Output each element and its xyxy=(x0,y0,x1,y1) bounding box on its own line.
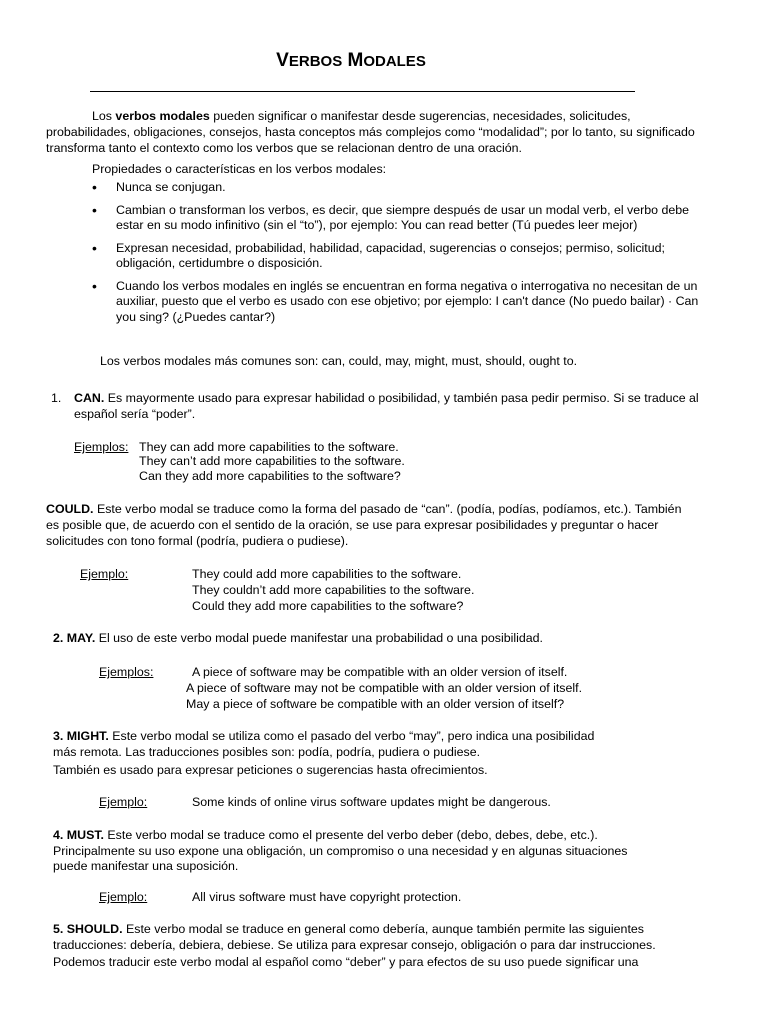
intro-bold-term: verbos modales xyxy=(115,109,210,123)
property-item xyxy=(92,279,732,326)
can-examples-label: Ejemplos: xyxy=(74,440,129,454)
might-line-1 xyxy=(53,729,668,745)
property-line: • Expresan necesidad, probabilidad, habilidad, capacidad, sugerencias o consejos; permiso, solicitud; xyxy=(116,240,665,255)
must-examples-label: Ejemplo: xyxy=(99,890,148,904)
must-line-2: Principalmente su uso expone una obligación, un compromiso o una necesidad y en algunas situaciones xyxy=(53,844,628,858)
title-rule xyxy=(90,91,635,92)
should-line-3: Podemos traducir este verbo modal al español como “deber” y para efectos de su uso puede significar una xyxy=(53,955,639,969)
may-example-2: A piece of software may not be compatible with an older version of itself. xyxy=(186,681,583,695)
may-example-3: May a piece of software be compatible with an older version of itself? xyxy=(186,697,565,711)
property-line: • Cambian o transforman los verbos, es decir, que siempre después de usar un modal verb, el verbo debe xyxy=(116,202,690,217)
should-term: SHOULD. xyxy=(66,922,123,936)
may-number: 2. xyxy=(53,631,64,645)
might-examples-label: Ejemplo: xyxy=(99,795,148,809)
must-number: 4. xyxy=(53,828,64,842)
may-line-1 xyxy=(53,631,543,647)
can-term: CAN. xyxy=(74,391,105,405)
can-number: 1. xyxy=(51,391,62,405)
might-line-1-text: Este verbo modal se utiliza como el pasado del verbo “may”, pero indica una posibilidad xyxy=(108,729,595,743)
may-line-1-text: El uso de este verbo modal puede manifestar una probabilidad o una posibilidad. xyxy=(95,631,544,645)
intro-lead: Los xyxy=(92,109,116,123)
may-term: MAY. xyxy=(66,631,96,645)
property-item xyxy=(92,203,732,234)
should-number: 5. xyxy=(53,922,64,936)
property-item xyxy=(92,241,732,272)
might-example: Some kinds of online virus software updates might be dangerous. xyxy=(192,795,551,809)
could-line-1 xyxy=(46,502,681,518)
intro-line-3: transforma tanto el contexto como los verbos que se relacionan dentro de una oración. xyxy=(46,141,522,155)
properties-heading: Propiedades o características en los verbos modales: xyxy=(92,162,387,176)
property-line: you sing? (¿Puedes cantar?) xyxy=(116,309,276,324)
could-example-3: Could they add more capabilities to the software? xyxy=(192,599,464,613)
property-line: • Nunca se conjugan. xyxy=(116,180,226,194)
intro-line-1 xyxy=(92,109,631,125)
must-line-3: puede manifestar una suposición. xyxy=(53,859,239,873)
property-item xyxy=(92,180,732,196)
must-line-1-text: Este verbo modal se traduce como el presente del verbo deber (debo, debes, debe, etc.). xyxy=(103,828,598,842)
could-example-1: They could add more capabilities to the software. xyxy=(192,567,462,581)
title-rest-1: ERBOS xyxy=(288,53,343,70)
could-line-2: es posible que, de acuerdo con el sentido de la oración, se use para expresar posibilidades y preguntar o hacer xyxy=(46,518,659,532)
could-line-1-text: Este verbo modal se traduce como la forma del pasado de “can”. (podía, podías, podíamos, etc.). También xyxy=(93,502,682,516)
property-line: obligación, certidumbre o disposición. xyxy=(116,256,323,270)
title-rest-2: ODALES xyxy=(363,53,426,70)
property-line: auxiliar, puesto que el verbo es usado con ese objetivo; por ejemplo: I can't dance (No puedo bailar) · Can xyxy=(116,294,699,308)
can-example-1: They can add more capabilities to the software. xyxy=(139,440,399,454)
may-examples-label: Ejemplos: xyxy=(99,665,154,679)
must-example: All virus software must have copyright protection. xyxy=(192,890,462,904)
must-line-1 xyxy=(53,828,668,844)
can-line-2: español sería “poder”. xyxy=(74,407,196,421)
might-number: 3. xyxy=(53,729,64,743)
could-example-2: They couldn’t add more capabilities to the software. xyxy=(192,583,475,597)
could-line-3: solicitudes con tono formal (podría, pudiera o pudiese). xyxy=(46,534,349,548)
can-example-3: Can they add more capabilities to the software? xyxy=(139,469,401,483)
page-title xyxy=(0,49,702,74)
can-line-1-text: Es mayormente usado para expresar habilidad o posibilidad, y también pasa pedir permiso. Si se traduce al xyxy=(104,391,699,405)
common-modals: Los verbos modales más comunes son: can, could, may, might, must, should, ought to. xyxy=(100,354,578,368)
might-term: MIGHT. xyxy=(66,729,109,743)
property-line: • Cuando los verbos modales en inglés se encuentran en forma negativa o interrogativa no necesitan de un xyxy=(116,278,698,293)
property-line: estar en su modo infinitivo (sin el “to”), por ejemplo: You can read better (Tú puedes leer mejor) xyxy=(116,218,638,232)
properties-list xyxy=(92,180,732,333)
should-line-1-text: Este verbo modal se traduce en general como debería, aunque también permite las siguientes xyxy=(122,922,644,936)
must-term: MUST. xyxy=(66,828,104,842)
title-initial-m: M xyxy=(347,50,364,71)
should-line-1 xyxy=(53,922,644,938)
might-line-3: También es usado para expresar peticiones o sugerencias hasta ofrecimientos. xyxy=(53,763,488,777)
should-line-2: traducciones: debería, debiera, debiese. Se utiliza para expresar consejo, obligación o para dar instrucciones. xyxy=(53,938,656,952)
intro-line-2: probabilidades, obligaciones, consejos, hasta conceptos más complejos como “modalidad”; por lo tanto, su significado xyxy=(46,125,695,139)
title-initial-v: V xyxy=(276,50,289,71)
could-examples-label: Ejemplo: xyxy=(80,567,129,581)
may-example-1: A piece of software may be compatible with an older version of itself. xyxy=(192,665,568,679)
could-term: COULD. xyxy=(46,502,94,516)
can-example-2: They can’t add more capabilities to the software. xyxy=(139,454,405,468)
intro-line-1-rest: pueden significar o manifestar desde sugerencias, necesidades, solicitudes, xyxy=(209,109,631,123)
might-line-2: más remota. Las traducciones posibles son: podía, podría, pudiera o pudiese. xyxy=(53,745,481,759)
can-line-1 xyxy=(74,391,699,407)
